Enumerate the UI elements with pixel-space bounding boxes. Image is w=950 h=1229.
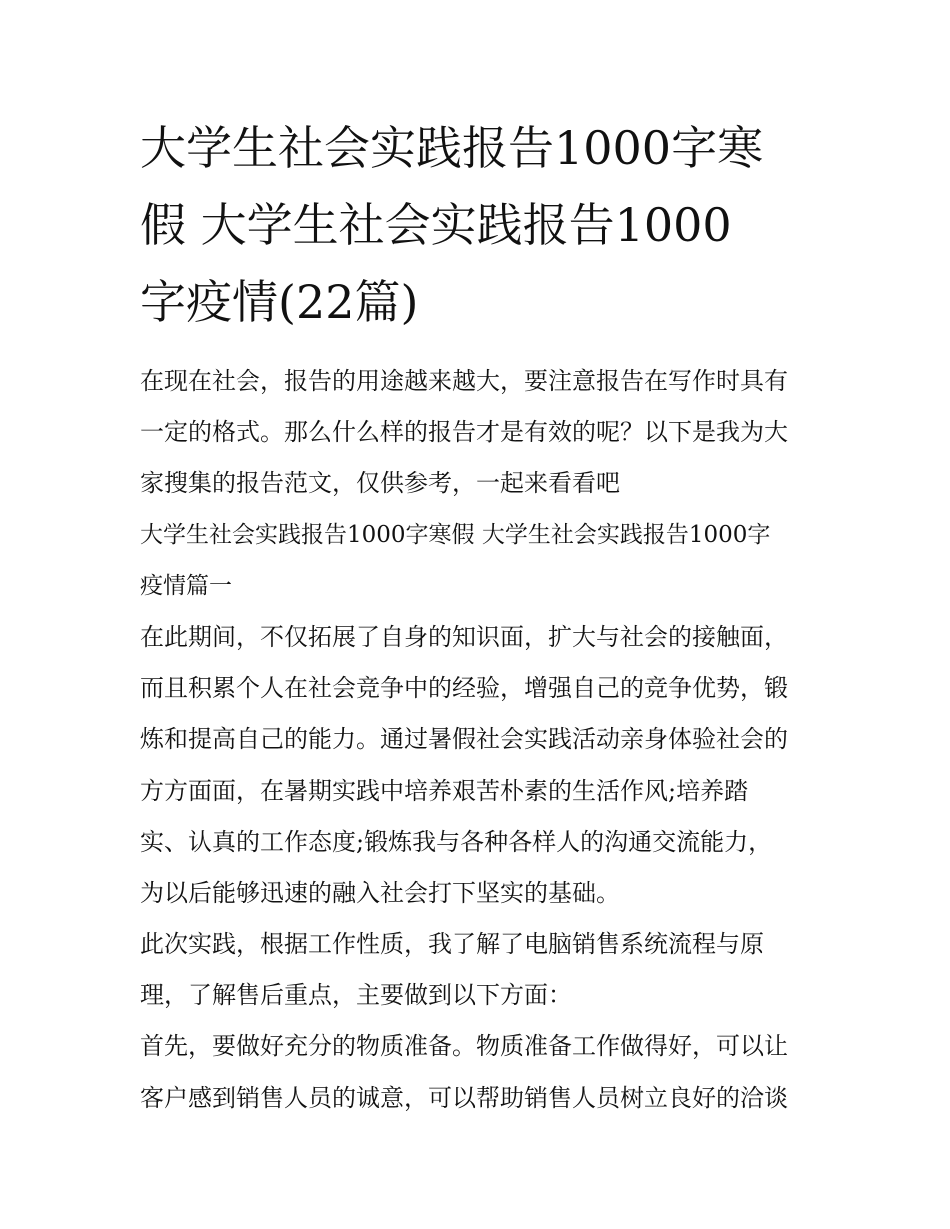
body-line: 在此期间，不仅拓展了自身的知识面，扩大与社会的接触面， xyxy=(140,622,788,651)
body-line: 实、认真的工作态度;锻炼我与各种各样人的沟通交流能力， xyxy=(140,827,773,856)
body-line: 客户感到销售人员的诚意，可以帮助销售人员树立良好的洽谈 xyxy=(140,1083,788,1112)
body-line: 此次实践，根据工作性质，我了解了电脑销售系统流程与原 xyxy=(140,930,764,959)
body-line: 一定的格式。那么什么样的报告才是有效的呢？以下是我为大 xyxy=(140,418,788,447)
body-line: 炼和提高自己的能力。通过暑假社会实践活动亲身体验社会的 xyxy=(140,725,788,754)
body-line: 首先，要做好充分的物质准备。物质准备工作做得好，可以让 xyxy=(140,1032,788,1061)
body-line: 方方面面，在暑期实践中培养艰苦朴素的生活作风;培养踏 xyxy=(140,776,749,805)
body-line: 而且积累个人在社会竞争中的经验，增强自己的竞争优势，锻 xyxy=(140,674,788,703)
document-title xyxy=(140,110,830,341)
section-heading-line: 大学生社会实践报告1000字寒假 大学生社会实践报告1000字 xyxy=(140,521,771,548)
body-line: 为以后能够迅速的融入社会打下坚实的基础。 xyxy=(140,878,620,907)
body-line: 家搜集的报告范文，仅供参考，一起来看看吧 xyxy=(140,469,620,498)
section-heading-line: 疫情篇一 xyxy=(140,572,232,599)
document-body xyxy=(140,356,830,1124)
body-line: 在现在社会，报告的用途越来越大，要注意报告在写作时具有 xyxy=(140,367,788,395)
title-line: 假 大学生社会实践报告1000 xyxy=(140,198,732,252)
body-line: 理，了解售后重点，主要做到以下方面： xyxy=(140,981,572,1010)
title-line: 字疫情(22篇) xyxy=(140,275,419,329)
title-line: 大学生社会实践报告1000字寒 xyxy=(140,121,764,175)
